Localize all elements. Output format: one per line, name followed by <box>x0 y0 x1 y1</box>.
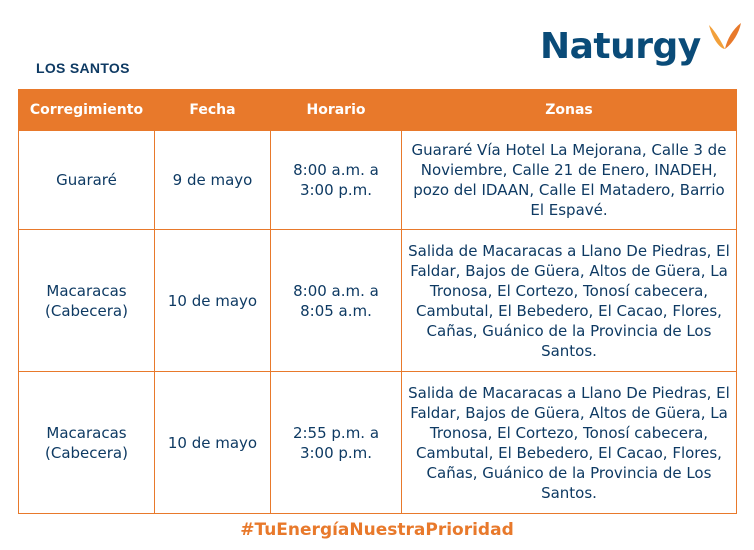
cell-horario: 8:00 a.m. a 8:05 a.m. <box>271 230 402 372</box>
header-fecha: Fecha <box>155 90 271 131</box>
header-corregimiento: Corregimiento <box>19 90 155 131</box>
header-zonas: Zonas <box>402 90 737 131</box>
butterfly-icon <box>705 19 745 59</box>
cell-fecha: 9 de mayo <box>155 131 271 230</box>
logo-wordmark: Naturgy <box>540 26 701 67</box>
cell-zonas: Salida de Macaracas a Llano De Piedras, El Faldar, Bajos de Güera, Altos de Güera, La Tronosa, El Cortezo, Tonosí cabecera, Cambutal, El Bebedero, El Cacao, Flores, Cañas, Guánico de la Provincia de Los Santos. <box>402 230 737 372</box>
cell-horario: 2:55 p.m. a 3:00 p.m. <box>271 372 402 514</box>
table-row <box>19 372 737 514</box>
outage-schedule-table <box>18 89 737 514</box>
naturgy-logo <box>540 20 745 74</box>
region-title: LOS SANTOS <box>36 60 130 76</box>
table-header-row <box>19 90 737 131</box>
cell-zonas: Salida de Macaracas a Llano De Piedras, El Faldar, Bajos de Güera, Altos de Güera, La Tronosa, El Cortezo, Tonosí cabecera, Cambutal, El Bebedero, El Cacao, Flores, Cañas, Guánico de la Provincia de Los Santos. <box>402 372 737 514</box>
cell-zonas: Guararé Vía Hotel La Mejorana, Calle 3 de Noviembre, Calle 21 de Enero, INADEH, pozo del IDAAN, Calle El Matadero, Barrio El Espavé. <box>402 131 737 230</box>
cell-fecha: 10 de mayo <box>155 230 271 372</box>
table-row <box>19 230 737 372</box>
header-horario: Horario <box>271 90 402 131</box>
cell-horario: 8:00 a.m. a 3:00 p.m. <box>271 131 402 230</box>
table-row <box>19 131 737 230</box>
cell-corregimiento: Macaracas (Cabecera) <box>19 230 155 372</box>
cell-fecha: 10 de mayo <box>155 372 271 514</box>
cell-corregimiento: Macaracas (Cabecera) <box>19 372 155 514</box>
cell-corregimiento: Guararé <box>19 131 155 230</box>
hashtag: #TuEnergíaNuestraPrioridad <box>240 520 514 540</box>
